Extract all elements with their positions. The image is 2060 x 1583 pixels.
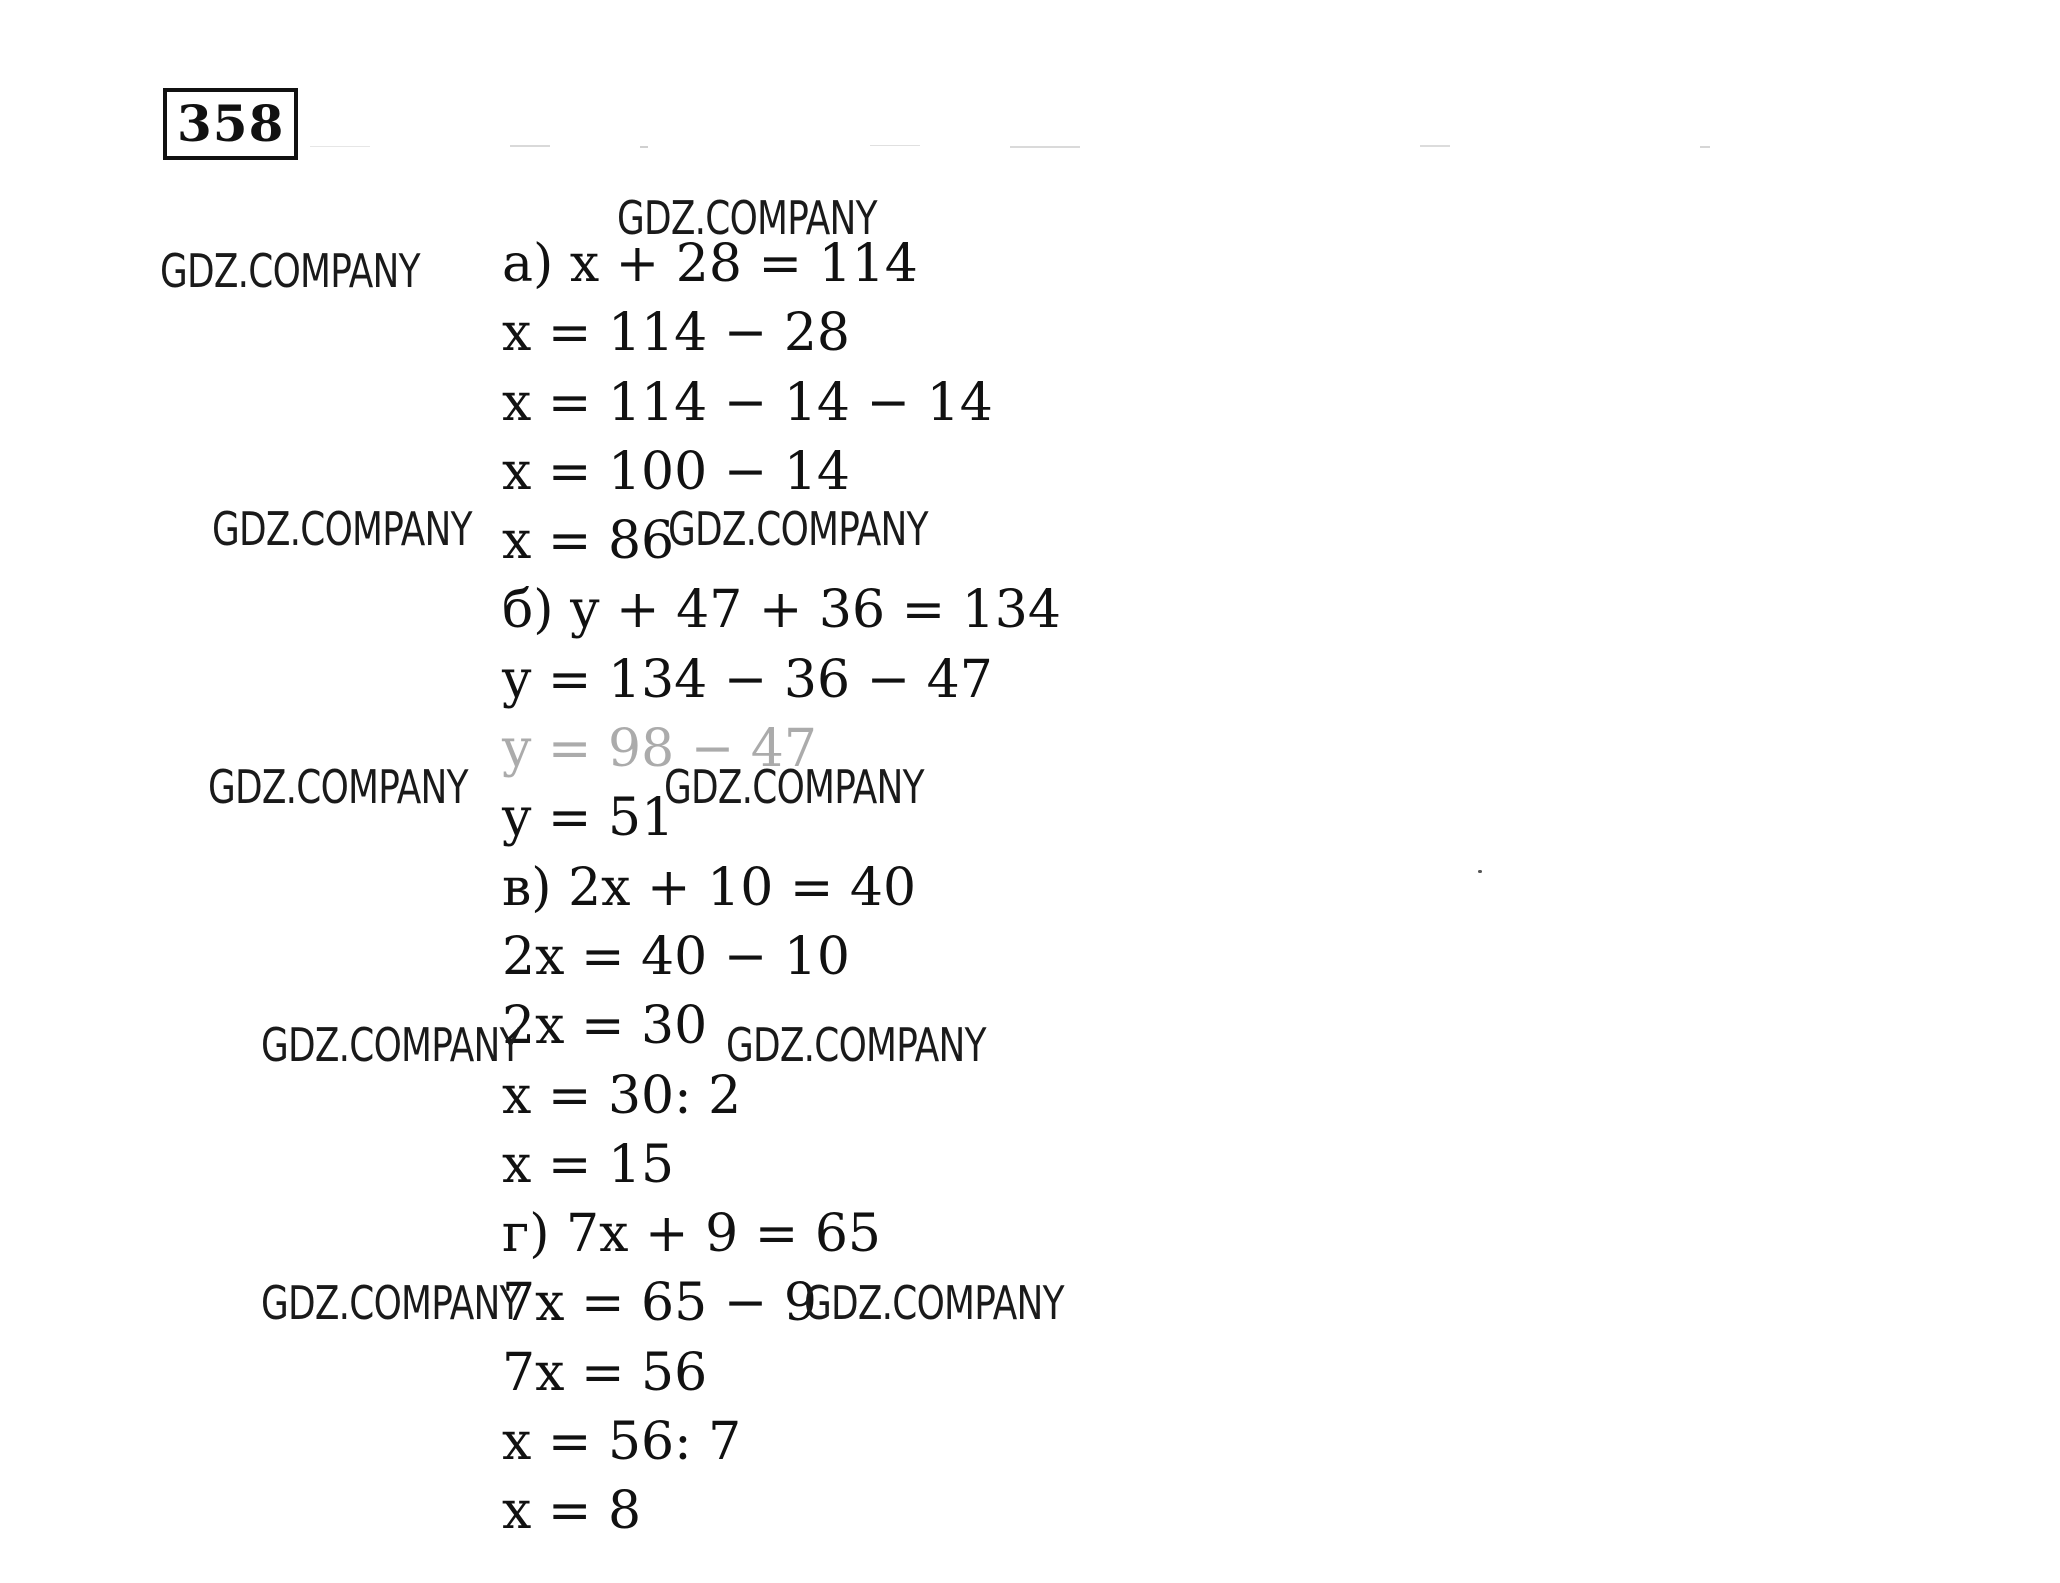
watermark: GDZ.COMPANY xyxy=(617,191,877,245)
equation-line: а) x + 28 = 114 xyxy=(502,234,918,294)
watermark: GDZ.COMPANY xyxy=(261,1276,521,1330)
solution-block xyxy=(502,230,1061,1547)
watermark: GDZ.COMPANY xyxy=(804,1276,1064,1330)
watermark: GDZ.COMPANY xyxy=(668,502,928,556)
equation-line: x = 100 − 14 xyxy=(502,441,851,502)
equation-line: x = 56: 7 xyxy=(502,1412,742,1473)
equation-line: 7x = 65 − 9 xyxy=(502,1273,817,1334)
equation-line: x = 86 xyxy=(502,511,675,572)
problem-number-box: 358 xyxy=(163,88,298,160)
equation-line: y = 134 − 36 − 47 xyxy=(502,649,993,710)
equation-line: x = 8 xyxy=(502,1481,642,1542)
watermark: GDZ.COMPANY xyxy=(261,1018,521,1072)
equation-line: x = 114 − 28 xyxy=(502,303,851,364)
watermark: GDZ.COMPANY xyxy=(664,760,924,814)
scan-speck xyxy=(1478,870,1482,873)
equation-line: 7x = 56 xyxy=(502,1342,708,1403)
watermark: GDZ.COMPANY xyxy=(726,1018,986,1072)
watermark: GDZ.COMPANY xyxy=(160,244,420,298)
equation-line: б) y + 47 + 36 = 134 xyxy=(502,580,1061,641)
equation-line: x = 15 xyxy=(502,1134,675,1195)
equation-line: y = 51 xyxy=(502,788,675,849)
equation-line: 2x = 30 xyxy=(502,996,708,1057)
equation-line: 2x = 40 − 10 xyxy=(502,926,851,987)
equation-line: x = 30: 2 xyxy=(502,1065,742,1126)
scan-artifact-line xyxy=(310,143,1730,151)
equation-line: x = 114 − 14 − 14 xyxy=(502,372,993,433)
equation-line: г) 7x + 9 = 65 xyxy=(502,1204,881,1265)
watermark: GDZ.COMPANY xyxy=(212,502,472,556)
equation-line: в) 2x + 10 = 40 xyxy=(502,857,917,918)
watermark: GDZ.COMPANY xyxy=(208,760,468,814)
equation-line: y = 98 − 47 xyxy=(502,719,817,780)
